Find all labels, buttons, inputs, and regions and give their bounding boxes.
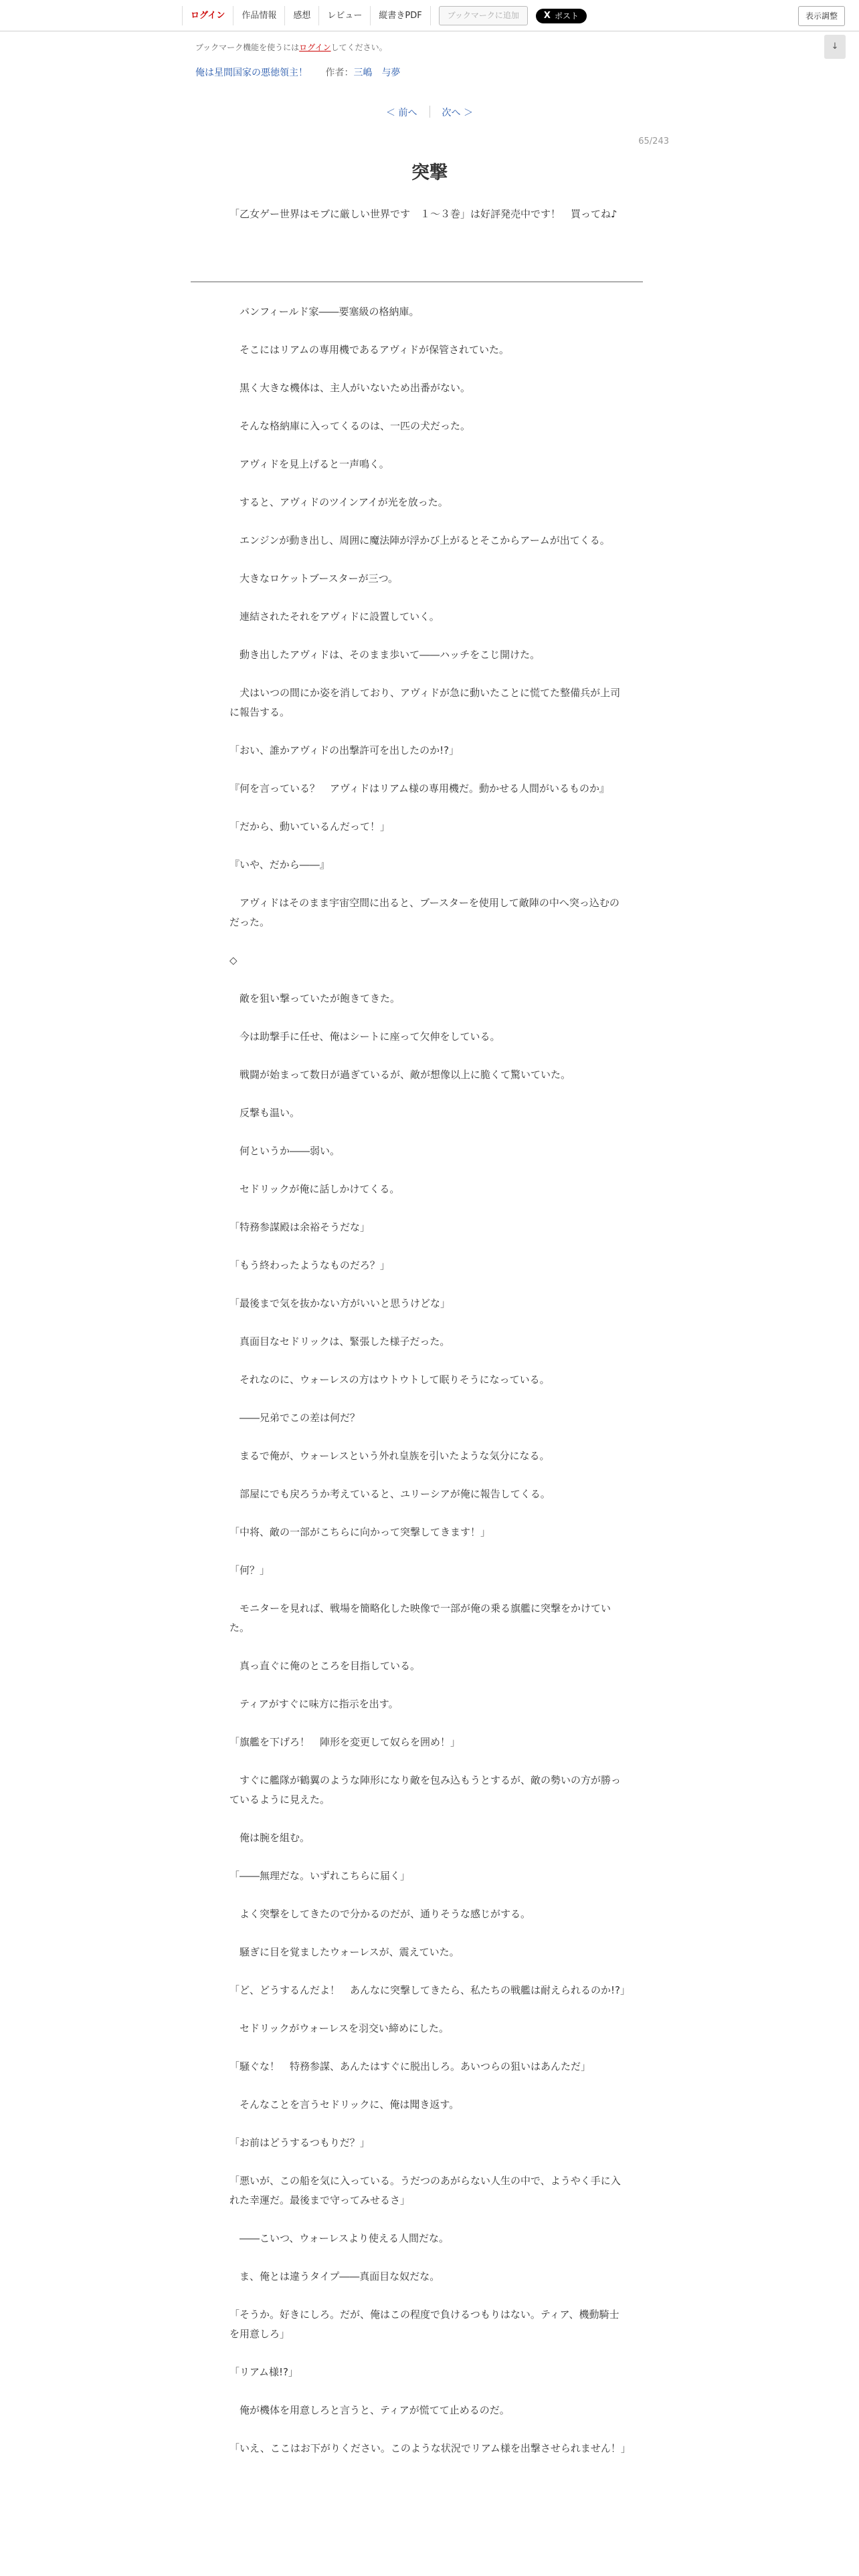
work-info-link[interactable]: 作品情報	[233, 6, 285, 25]
prev-chapter-link[interactable]: ＜ 前へ	[386, 108, 417, 118]
body-paragraph: そんなことを言うセドリックに、俺は聞き返す。	[229, 2099, 460, 2111]
body-paragraph: 黒く大きな機体は、主人がいないため出番がない。	[229, 382, 471, 394]
body-paragraph: ――兄弟でこの差は何だ？	[229, 1412, 361, 1424]
body-paragraph: 「旗艦を下げろ！ 陣形を変更して奴らを囲め！」	[229, 1736, 461, 1748]
body-paragraph: エンジンが動き出し、周囲に魔法陣が浮かび上がるとそこからアームが出てくる。	[229, 534, 610, 546]
notice-text-after: してください。	[330, 43, 387, 52]
x-logo-icon: X	[543, 11, 551, 21]
next-chapter-link[interactable]: 次へ ＞	[442, 108, 473, 118]
x-share-label: ポスト	[554, 11, 579, 21]
body-paragraph: 「特務参謀殿は余裕そうだな」	[229, 1221, 371, 1233]
body-paragraph: 連結されたそれをアヴィドに設置していく。	[229, 611, 440, 623]
body-paragraph: セドリックがウォーレスを羽交い締めにした。	[229, 2022, 450, 2034]
body-paragraph: 「いえ、ここはお下がりください。このような状況でリアム様を出撃させられません！」	[229, 2442, 631, 2454]
body-paragraph: 大きなロケットブースターが三つ。	[229, 572, 399, 584]
body-paragraph: 『いや、だから――』	[229, 859, 330, 871]
body-paragraph: 「リアム様!?」	[229, 2366, 298, 2378]
body-paragraph: アヴィドを見上げると一声鳴く。	[229, 458, 389, 470]
body-paragraph: 「もう終わったようなものだろ？」	[229, 1259, 390, 1271]
body-paragraph: 「何？」	[229, 1564, 270, 1576]
body-paragraph: 犬はいつの間にか姿を消しており、アヴィドが急に動いたことに慌てた整備兵が上司に報告する。	[229, 687, 621, 718]
body-paragraph: アヴィドはそのまま宇宙空間に出ると、ブースターを使用して敵陣の中へ突っ込むのだった。	[229, 897, 619, 928]
body-paragraph: 騒ぎに目を覚ましたウォーレスが、震えていた。	[229, 1946, 460, 1958]
scroll-down-button[interactable]	[824, 35, 846, 59]
review-link[interactable]: レビュー	[319, 6, 371, 25]
x-share-button[interactable]	[536, 9, 587, 23]
body-paragraph: 「だから、動いているんだって！」	[229, 821, 391, 833]
body-paragraph: 「悪いが、この船を気に入っている。うだつのあがらない人生の中で、ようやく手に入れた幸運だ。最後まで守ってみせるさ」	[229, 2175, 621, 2206]
body-paragraph: 「ど、どうするんだよ！ あんなに突撃してきたら、私たちの戦艦は耐えられるのか!?」	[229, 1984, 630, 1996]
chapter-counter: 65/243	[638, 136, 669, 146]
body-paragraph: 「お前はどうするつもりだ？」	[229, 2137, 370, 2149]
display-settings-button[interactable]: 表示調整	[798, 6, 845, 26]
add-bookmark-button[interactable]: ブックマークに追加	[439, 6, 528, 25]
bookmark-login-notice	[195, 41, 387, 53]
body-paragraph: 「そうか。好きにしろ。だが、俺はこの程度で負けるつもりはない。ティア、機動騎士を用意しろ」	[229, 2309, 619, 2340]
body-paragraph: 何というか――弱い。	[229, 1145, 341, 1157]
top-navigation-bar	[0, 0, 859, 31]
body-paragraph: 真っ直ぐに俺のところを目指している。	[229, 1660, 421, 1672]
body-paragraph: そこにはリアムの専用機であるアヴィドが保管されていた。	[229, 344, 510, 356]
series-info	[195, 66, 400, 79]
notice-text-before: ブックマーク機能を使うには	[195, 43, 300, 52]
body-paragraph: 反撃も温い。	[229, 1107, 300, 1119]
body-paragraph: ――こいつ、ウォーレスより使える人間だな。	[229, 2232, 450, 2244]
impressions-link[interactable]: 感想	[285, 6, 319, 25]
chapter-pager	[0, 106, 859, 119]
scene-break: ◇	[229, 954, 237, 966]
body-paragraph: 「騒ぐな！ 特務参謀、あんたはすぐに脱出しろ。あいつらの狙いはあんただ」	[229, 2060, 591, 2072]
body-paragraph: ま、俺とは違うタイプ――真面目な奴だな。	[229, 2270, 440, 2282]
body-paragraph: 俺は腕を組む。	[229, 1832, 310, 1844]
body-paragraph: すると、アヴィドのツインアイが光を放った。	[229, 496, 448, 508]
body-paragraph: 「おい、誰かアヴィドの出撃許可を出したのか!?」	[229, 744, 460, 756]
body-paragraph: 「最後まで気を抜かない方がいいと思うけどな」	[229, 1297, 451, 1309]
series-title-link[interactable]: 俺は星間国家の悪徳領主！	[195, 68, 308, 78]
body-paragraph: よく突撃をしてきたので分かるのだが、通りそうな感じがする。	[229, 1908, 531, 1920]
login-link[interactable]: ログイン	[182, 6, 233, 25]
arrow-down-icon: ↓	[831, 41, 839, 51]
vertical-pdf-link[interactable]: 縦書きPDF	[371, 6, 430, 25]
body-paragraph: セドリックが俺に話しかけてくる。	[229, 1183, 400, 1195]
author-link[interactable]: 三嶋 与夢	[353, 68, 401, 78]
body-paragraph: 「――無理だな。いずれこちらに届く」	[229, 1870, 411, 1882]
chapter-title: 突撃	[411, 163, 448, 183]
body-paragraph: 戦闘が始まって数日が過ぎているが、敵が想像以上に脆くて驚いていた。	[229, 1069, 571, 1081]
body-paragraph: モニターを見れば、戦場を簡略化した映像で一部が俺の乗る旗艦に突撃をかけていた。	[229, 1602, 611, 1634]
body-paragraph: 『何を言っている？ アヴィドはリアム様の専用機だ。動かせる人間がいるものか』	[229, 782, 610, 794]
body-paragraph: すぐに艦隊が鶴翼のような陣形になり敵を包み込もうとするが、敵の勢いの方が勝っているように見えた。	[229, 1774, 622, 1806]
notice-login-link[interactable]: ログイン	[299, 43, 331, 52]
body-paragraph: 部屋にでも戻ろうか考えていると、ユリーシアが俺に報告してくる。	[229, 1488, 551, 1500]
body-paragraph: 動き出したアヴィドは、そのまま歩いて――ハッチをこじ開けた。	[229, 649, 541, 661]
body-paragraph: バンフィールド家――要塞級の格納庫。	[229, 306, 419, 318]
preface-text: 「乙女ゲー世界はモブに厳しい世界です １～３巻」は好評発売中です！ 買ってね♪	[229, 208, 617, 220]
author-label: 作者：	[325, 68, 354, 78]
body-paragraph: 真面目なセドリックは、緊張した様子だった。	[229, 1335, 450, 1348]
nav-menu	[182, 6, 587, 25]
body-paragraph: 敵を狙い撃っていたが飽きてきた。	[229, 992, 401, 1004]
novel-body	[229, 302, 629, 2477]
body-paragraph: そんな格納庫に入ってくるのは、一匹の犬だった。	[229, 420, 471, 432]
body-paragraph: それなのに、ウォーレスの方はウトウトして眠りそうになっている。	[229, 1374, 550, 1386]
body-paragraph: 今は助撃手に任せ、俺はシートに座って欠伸をしている。	[229, 1031, 500, 1043]
body-paragraph: 俺が機体を用意しろと言うと、ティアが慌てて止めるのだ。	[229, 2404, 510, 2416]
body-paragraph: ティアがすぐに味方に指示を出す。	[229, 1698, 399, 1710]
body-paragraph: 「中将、敵の一部がこちらに向かって突撃してきます！」	[229, 1526, 491, 1538]
body-paragraph: まるで俺が、ウォーレスという外れ皇族を引いたような気分になる。	[229, 1450, 550, 1462]
